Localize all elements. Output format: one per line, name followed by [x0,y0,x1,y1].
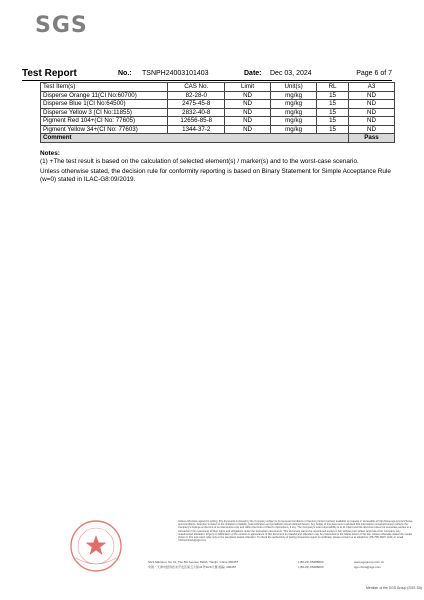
cell-units: mg/kg [271,108,317,117]
col-cas-no: CAS No. [168,83,225,92]
table-row [41,125,395,134]
cell-rl: 15 [317,117,349,126]
cell-units: mg/kg [271,125,317,134]
cell-units: mg/kg [271,91,317,100]
cell-limit: ND [225,100,271,109]
cell-test-item: Pigment Yellow 34+(CI No: 77603) [41,125,168,134]
cell-units: mg/kg [271,117,317,126]
telephone-1: t (86-22) 65288000 [298,560,324,564]
cell-limit: ND [225,125,271,134]
note-2: Unless otherwise stated, the decision rule for conformity reporting is based on Binary Statement for Simple Acceptance Rule (w=0) stated in ILAC-G8:09/2019. [40,168,391,183]
company-seal-icon [68,518,124,574]
page-footer [40,518,423,590]
note-1: (1) +The test result is based on the calculation of selected element(s) / marker(s) and to the worst-case scenario. [40,158,359,165]
table-row [41,91,395,100]
sgs-logo [35,14,99,38]
report-no-value: TSNPH24003101403 [142,70,209,77]
report-header [22,68,392,80]
email-link: sgs.china@sgs.com [354,565,381,569]
col-a3: A3 [348,83,394,92]
group-membership: Member of the SGS Group (SGS SA) [366,586,423,590]
table-row [41,117,395,126]
table-row [41,100,395,109]
col-units: Unit(s) [271,83,317,92]
table-row [41,108,395,117]
results-table [40,82,395,143]
logo-text: SGS [35,13,88,38]
cell-a3: ND [348,100,394,109]
table-header-row [41,83,395,92]
page-number: Page 6 of 7 [356,70,392,77]
comment-row [41,134,395,143]
col-limit: Limit [225,83,271,92]
report-date-label: Date: [244,70,262,77]
report-date-value: Dec 03, 2024 [270,70,312,77]
cell-a3: ND [348,125,394,134]
website-link: www.sgsgroup.com.cn [354,560,385,564]
address-english: SGS Mansion, No.41, The 5th Avenue TEDA, Tianjin, China 300457 [148,560,239,564]
cell-rl: 15 [317,91,349,100]
cell-cas-no: 2832-40-8 [168,108,225,117]
cell-rl: 15 [317,100,349,109]
cell-limit: ND [225,117,271,126]
cell-a3: ND [348,91,394,100]
cell-test-item: Disperse Yellow 3 (CI No:11855) [41,108,168,117]
cell-a3: ND [348,108,394,117]
col-rl: RL [317,83,349,92]
notes-section [40,150,395,186]
cell-rl: 15 [317,125,349,134]
cell-cas-no: 12656-85-8 [168,117,225,126]
cell-a3: ND [348,117,394,126]
cell-limit: ND [225,91,271,100]
report-title: Test Report [22,68,77,79]
cell-test-item: Disperse Orange 11(CI No:60700) [41,91,168,100]
telephone-2: t (86-22) 65288000 [298,565,324,569]
notes-title: Notes: [40,150,60,157]
cell-rl: 15 [317,108,349,117]
cell-limit: ND [225,108,271,117]
comment-label: Comment [41,134,349,143]
address-chinese: 中国・天津市经济技术开发区第五大街41号SGS大厦 邮编: 300457 [148,565,237,569]
cell-test-item: Disperse Blue 1(CI No:64500) [41,100,168,109]
header-rule [22,80,392,81]
legal-disclaimer: Unless otherwise agreed in writing, this document is issued by the Company subject to its General Conditions of Service printed overleaf, available on request or accessible at http://www.sgs.com/en/Terms-and-Conditions. Attention is drawn to the limitation of liability, indemnification and jurisdiction issues defined therein. Any holder of this document is advised that information contained hereon reflects the Company's findings at the time of its intervention only and within the limits of Client's instructions, if any. The Company's sole responsibility is to its Client and this document does not exonerate parties to a transaction from exercising all their rights and obligations under the transaction documents. This document cannot be reproduced except in full, without prior written approval of the Company. Any unauthorized alteration, forgery or falsification of the content or appearance of this document is unlawful and offenders may be prosecuted to the fullest extent of the law. Unless otherwise stated the results shown in this test report refer only to the sample(s) tested. Attention: To check the authenticity of testing /inspection report & certificate, please contact us at telephone: (86-755) 8307 1443, or email: CN.Doccheck@sgs.com [178,520,414,543]
cell-cas-no: 1344-37-2 [168,125,225,134]
col-test-item: Test Item(s) [41,83,168,92]
cell-units: mg/kg [271,100,317,109]
cell-test-item: Pigment Red 104+(CI No: 77605) [41,117,168,126]
cell-cas-no: 2475-45-8 [168,100,225,109]
report-no-label: No.: [118,70,132,77]
comment-value: Pass [348,134,394,143]
cell-cas-no: 82-28-0 [168,91,225,100]
